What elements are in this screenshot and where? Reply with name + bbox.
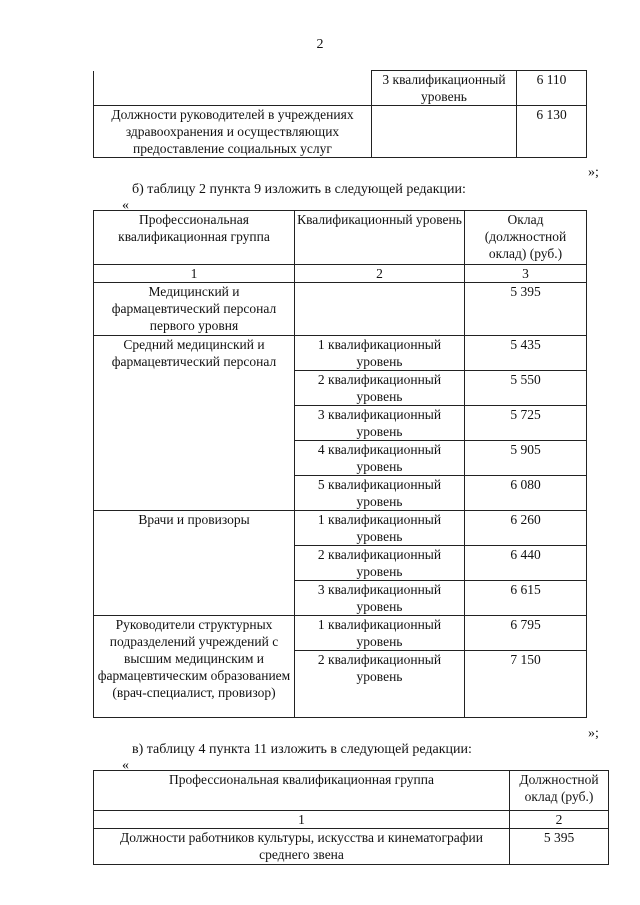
table-salaries-culture: [93, 770, 609, 865]
table-cell: 3 квалификационный уровень: [372, 71, 517, 106]
header-level: Квалификационный уровень: [295, 211, 465, 265]
column-number: 2: [510, 811, 609, 829]
closing-quote: »;: [588, 165, 599, 180]
paragraph-b: б) таблицу 2 пункта 9 изложить в следующей редакции:: [132, 182, 466, 197]
table-header-row: [94, 211, 587, 265]
table-row: [94, 829, 609, 865]
level-cell: 3 квалификационный уровень: [295, 581, 465, 616]
group-name: Врачи и провизоры: [94, 511, 295, 616]
table-row: [94, 71, 587, 106]
salary-cell: 5 395: [465, 283, 587, 336]
table-row: [94, 283, 587, 336]
salary-cell: 5 905: [465, 441, 587, 476]
table-cell: 6 110: [517, 71, 587, 106]
header-group: Профессиональная квалификационная группа: [94, 211, 295, 265]
salary-cell: 5 395: [510, 829, 609, 865]
table-row: [94, 511, 587, 546]
column-number: 3: [465, 265, 587, 283]
column-number-row: [94, 811, 609, 829]
table-row: [94, 106, 587, 158]
paragraph-v: в) таблицу 4 пункта 11 изложить в следующей редакции:: [132, 742, 472, 757]
group-name: Руководители структурных подразделений учреждений с высшим медицинским и фармацевтическим образованием (врач-специалист, провизор): [94, 616, 295, 718]
salary-cell: 7 150: [465, 651, 587, 718]
level-cell: 1 квалификационный уровень: [295, 511, 465, 546]
table-cell: Должности руководителей в учреждениях здравоохранения и осуществляющих предоставление социальных услуг: [94, 106, 372, 158]
opening-quote: «: [122, 198, 129, 213]
level-cell: 1 квалификационный уровень: [295, 336, 465, 371]
page-number: 2: [316, 37, 324, 52]
salary-cell: 6 795: [465, 616, 587, 651]
column-number: 2: [295, 265, 465, 283]
column-number: 1: [94, 811, 510, 829]
column-number: 1: [94, 265, 295, 283]
group-name: Медицинский и фармацевтический персонал первого уровня: [94, 283, 295, 336]
group-name: Средний медицинский и фармацевтический персонал: [94, 336, 295, 511]
salary-cell: 6 260: [465, 511, 587, 546]
table-row: [94, 336, 587, 371]
table-header-row: [94, 771, 609, 811]
opening-quote: «: [122, 758, 129, 773]
level-cell: 4 квалификационный уровень: [295, 441, 465, 476]
salary-cell: 6 615: [465, 581, 587, 616]
closing-quote: »;: [588, 726, 599, 741]
level-cell: 2 квалификационный уровень: [295, 371, 465, 406]
level-cell: 5 квалификационный уровень: [295, 476, 465, 511]
salary-cell: 6 080: [465, 476, 587, 511]
column-number-row: [94, 265, 587, 283]
header-salary: Должностной оклад (руб.): [510, 771, 609, 811]
level-cell: 2 квалификационный уровень: [295, 651, 465, 718]
group-name: Должности работников культуры, искусства и кинематографии среднего звена: [94, 829, 510, 865]
level-cell: 1 квалификационный уровень: [295, 616, 465, 651]
salary-cell: 5 435: [465, 336, 587, 371]
salary-cell: 5 550: [465, 371, 587, 406]
level-cell: 3 квалификационный уровень: [295, 406, 465, 441]
table-salaries-medical: [93, 210, 587, 718]
level-cell: 2 квалификационный уровень: [295, 546, 465, 581]
table-cell: [372, 106, 517, 158]
table-cell: 6 130: [517, 106, 587, 158]
header-group: Профессиональная квалификационная группа: [94, 771, 510, 811]
table-cell: [94, 71, 372, 106]
level-cell: [295, 283, 465, 336]
salary-cell: 5 725: [465, 406, 587, 441]
table-continuation: [93, 70, 587, 158]
header-salary: Оклад (должностной оклад) (руб.): [465, 211, 587, 265]
salary-cell: 6 440: [465, 546, 587, 581]
table-row: [94, 616, 587, 651]
